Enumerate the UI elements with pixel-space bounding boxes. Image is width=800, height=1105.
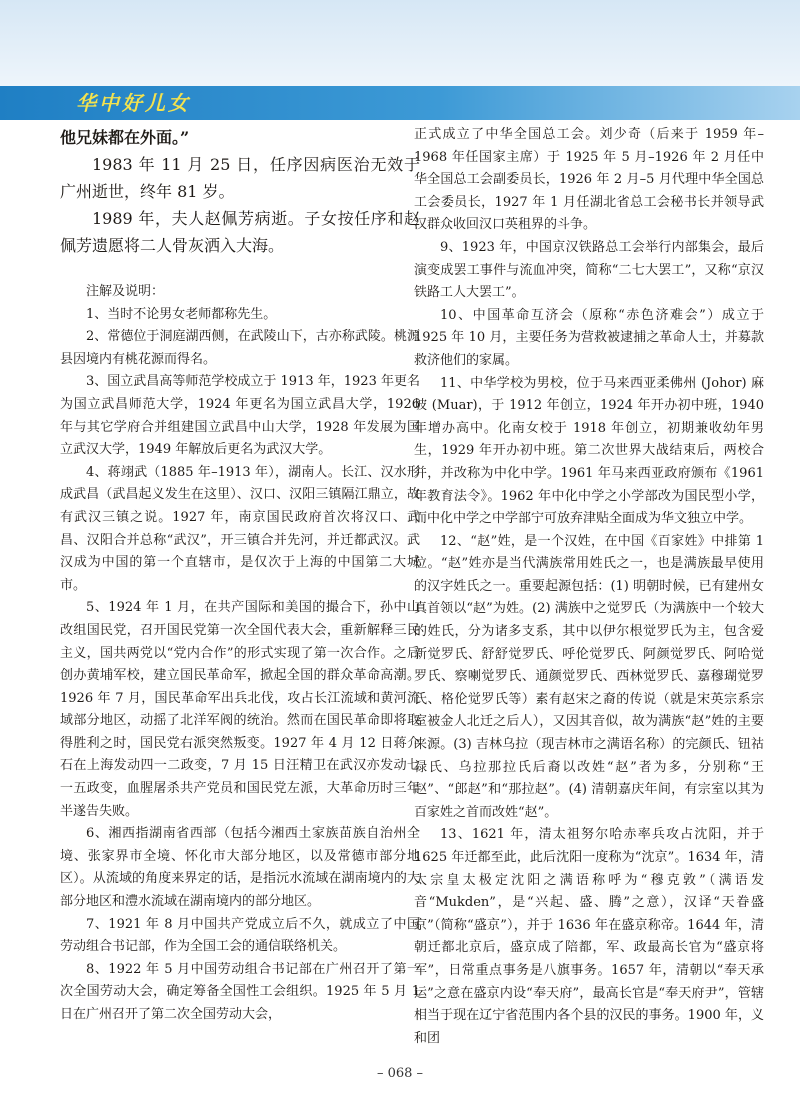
note-8-continued: 正式成立了中华全国总工会。刘少奇（后来于 1959 年–1968 年任国家主席）于 1925 年 5 月–1926 年 2 月任中华全国总工会副委员长，1926 年 2 月–5 月代理中华全国总工会委员长，1927 年 1 月任湖北省总工会秘书长并领导武汉群众收回汉口英租界的斗争。 <box>414 127 764 233</box>
note-13: 13、1621 年，清太祖努尔哈赤率兵攻占沈阳，并于 1625 年迁都至此，此后沈阳一度称为“沈京”。1634 年，清太宗皇太极定沈阳之满语称呼为“穆克敦”（满语发音“Mukden”，是“兴起、盛、腾”之意），汉译“天眷盛京”（简称“盛京”），并于 1636 年在盛京称帝。1644 年，清朝迁都北京后，盛京成了陪都，军、政最高长官为“盛京将军”，日常重点事务是八旗事务。1657 年，清朝以“奉天承运”之意在盛京内设“奉天府”，最高长官是“奉天府尹”，管辖相当于现在辽宁省范围内各个县的汉民的事务。1900 年，义和团 <box>414 827 764 1046</box>
note-3: 3、国立武昌高等师范学校成立于 1913 年，1923 年更名为国立武昌师范大学，1924 年更名为国立武昌大学，1926 年与其它学府合并组建国立武昌中山大学，1928 年发展为国立武汉大学，1949 年解放后更名为武汉大学。 <box>60 374 420 458</box>
note-5: 5、1924 年 1 月，在共产国际和美国的撮合下，孙中山改组国民党，召开国民党第一次全国代表大会，重新解释三民主义，国共两党以“党内合作”的形式实现了第一次合作。之后创办黄埔军校，建立国民革命军，掀起全国的群众革命高潮。1926 年 7 月，国民革命军出兵北伐，攻占长江流域和黄河流域部分地区，动摇了北洋军阀的统治。然而在国民革命即将取得胜利之时，国民党右派突然叛变。1927 年 4 月 12 日蒋介石在上海发动四一二政变，7 月 15 日汪精卫在武汉亦发动七一五政变，血腥屠杀共产党员和国民党左派，大革命历时三年半遂告失败。 <box>60 600 420 819</box>
note-7: 7、1921 年 8 月中国共产党成立后不久，就成立了中国劳动组合书记部，作为全国工会的通信联络机关。 <box>60 916 420 955</box>
note-1: 1、当时不论男女老师都称先生。 <box>86 306 277 322</box>
note-8: 8、1922 年 5 月中国劳动组合书记部在广州召开了第一次全国劳动大会，确定筹备全国性工会组织。1925 年 5 月 1 日在广州召开了第二次全国劳动大会， <box>60 961 420 1022</box>
note-9: 9、1923 年，中国京汉铁路总工会举行内部集会，最后演变成罢工事件与流血冲突，简称“二七大罢工”，又称“京汉铁路工人大罢工”。 <box>414 239 764 301</box>
body-paragraph: 他兄妹都在外面。” <box>60 128 190 147</box>
body-paragraph: 1983 年 11 月 25 日，任序因病医治无效于广州逝世，终年 81 岁。 <box>60 155 420 201</box>
page-top-band <box>0 0 800 86</box>
notes-heading: 注解及说明： <box>86 284 165 299</box>
note-4: 4、蒋翊武（1885 年–1913 年），湖南人。长江、汉水形成武昌（武昌起义发生在这里）、汉口、汉阳三镇隔江鼎立，故有武汉三镇之说。1927 年，南京国民政府首次将汉口、武昌、汉阳合并总称“武汉”，开三镇合并先河，并迁都武汉。武汉成为中国的第一个直辖市，是仅次于上海的中国第二大城市。 <box>60 464 420 593</box>
note-12: 12、“赵”姓，是一个汉姓，在中国《百家姓》中排第 1 位。“赵”姓亦是当代满族常用姓氏之一，也是满族最早使用的汉字姓氏之一。重要起源包括：(1) 明朝时候，已有建州女真首领以“赵”为姓。(2) 满族中之觉罗氏（为满族中一个较大的姓氏，分为诸多支系，其中以伊尔根觉罗氏为主，包含爱新觉罗氏、舒舒觉罗氏、呼伦觉罗氏、阿颜觉罗氏、阿哈觉罗氏、察喇觉罗氏、通颜觉罗氏、西林觉罗氏、嘉穆瑚觉罗氏、格伦觉罗氏等）素有赵宋之裔的传说（就是宋英宗系宗室被金人北迁之后人），又因其音似，故为满族“赵”姓的主要来源。(3) 吉林乌拉（现吉林市之满语名称）的完颜氏、钮祜禄氏、乌拉那拉氏后裔以改姓“赵”者为多，分别称“王赵”、“郎赵”和“那拉赵”。(4) 清朝嘉庆年间，有宗室以其为百家姓之首而改姓“赵”。 <box>414 533 764 820</box>
page-number: – 068 – <box>376 1066 424 1081</box>
right-column <box>414 124 764 1050</box>
note-2: 2、常德位于洞庭湖西侧，在武陵山下，古亦称武陵。桃源县因境内有桃花源而得名。 <box>60 329 420 367</box>
note-6: 6、湘西指湖南省西部（包括今湘西土家族苗族自治州全境、张家界市全境、怀化市大部分地区，以及常德市部分地区）。从流域的角度来界定的话，是指沅水流域在湖南境内的大部分地区和澧水流域在湖南境内的部分地区。 <box>60 826 420 910</box>
body-paragraph: 1989 年，夫人赵佩芳病逝。子女按任序和赵佩芳遗愿将二人骨灰洒入大海。 <box>60 209 420 255</box>
note-10: 10、中国革命互济会（原称“赤色济难会”）成立于 1925 年 10 月，主要任务为营救被逮捕之革命人士，并募款救济他们的家属。 <box>414 307 764 368</box>
left-column <box>60 124 420 1027</box>
section-header-bar <box>0 86 800 120</box>
section-title: 华中好儿女 <box>76 91 191 115</box>
note-11: 11、中华学校为男校，位于马来西亚柔佛州 (Johor) 麻坡 (Muar)，于 1912 年创立，1924 年开办初中班，1940 年增办高中。化南女校于 1918 年创立，初期兼收幼年男生，1929 年开办初中班。第二次世界大战结束后，两校合并，并改称为中化中学。1961 年马来西亚政府颁布《1961 年教育法令》。1962 年中化中学之小学部改为国民型小学，而中化中学之中学部宁可放弃津贴全面成为华文独立中学。 <box>414 375 764 527</box>
